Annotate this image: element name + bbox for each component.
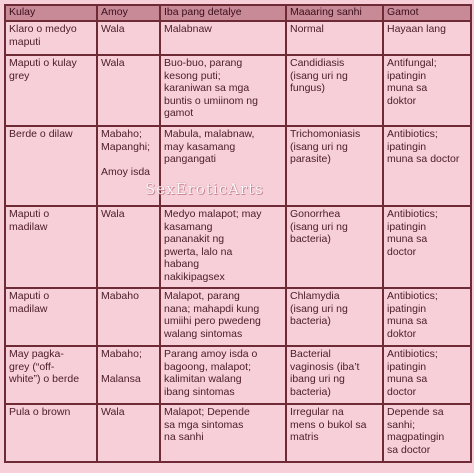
cell-kulay: Pula o brown — [5, 404, 97, 462]
cell-gamot: Antibiotics; ipatingin muna sa doktor — [383, 288, 471, 346]
cell-sanhi: Normal — [286, 21, 383, 55]
table-row — [5, 206, 471, 288]
cell-gamot: Antifungal; ipatingin muna sa doktor — [383, 55, 471, 126]
cell-gamot: Antibiotics; ipatingin muna sa doctor — [383, 126, 471, 206]
cell-amoy: Wala — [97, 55, 160, 126]
cell-kulay: Berde o dilaw — [5, 126, 97, 206]
cell-kulay: Maputi o kulay grey — [5, 55, 97, 126]
cell-detalye: Malapot; Depende sa mga sintomas na sanhi — [160, 404, 286, 462]
cell-amoy: Wala — [97, 404, 160, 462]
table-row — [5, 55, 471, 126]
table-row — [5, 404, 471, 462]
cell-sanhi: Chlamydia (isang uri ng bacteria) — [286, 288, 383, 346]
cell-detalye: Medyo malapot; may kasamang pananakit ng pwerta, lalo na habang nakikipagsex — [160, 206, 286, 288]
cell-detalye: Malabnaw — [160, 21, 286, 55]
header-amoy: Amoy — [97, 5, 160, 21]
cell-sanhi: Candidiasis (isang uri ng fungus) — [286, 55, 383, 126]
cell-amoy: Mabaho — [97, 288, 160, 346]
vaginal-discharge-table — [4, 4, 472, 463]
discharge-table-container — [4, 4, 470, 469]
watermark-text: SexEroticArts — [145, 180, 264, 198]
cell-sanhi: Trichomoniasis (isang uri ng parasite) — [286, 126, 383, 206]
cell-amoy: Wala — [97, 21, 160, 55]
header-sanhi: Maaaring sanhi — [286, 5, 383, 21]
cell-kulay: Maputi o madilaw — [5, 206, 97, 288]
cell-kulay: May pagka- grey (“off- white”) o berde — [5, 346, 97, 404]
cell-sanhi: Irregular na mens o bukol sa matris — [286, 404, 383, 462]
cell-gamot: Depende sa sanhi; magpatingin sa doctor — [383, 404, 471, 462]
table-row — [5, 288, 471, 346]
cell-gamot: Hayaan lang — [383, 21, 471, 55]
cell-detalye: Buo-buo, parang kesong puti; karaniwan sa mga buntis o umiinom ng gamot — [160, 55, 286, 126]
header-row — [5, 5, 471, 21]
cell-detalye: Parang amoy isda o bagoong, malapot; kalimitan walang ibang sintomas — [160, 346, 286, 404]
cell-kulay: Maputi o madilaw — [5, 288, 97, 346]
table-row — [5, 346, 471, 404]
cell-detalye: Mabula, malabnaw, may kasamang pangangati — [160, 126, 286, 206]
header-gamot: Gamot — [383, 5, 471, 21]
cell-sanhi: Bacterial vaginosis (iba’t ibang uri ng bacteria) — [286, 346, 383, 404]
table-row — [5, 21, 471, 55]
cell-amoy: Wala — [97, 206, 160, 288]
cell-amoy: Mabaho; Malansa — [97, 346, 160, 404]
cell-detalye: Malapot, parang nana; mahapdi kung umiihi pero pwedeng walang sintomas — [160, 288, 286, 346]
cell-kulay: Klaro o medyo maputi — [5, 21, 97, 55]
header-kulay: Kulay — [5, 5, 97, 21]
cell-gamot: Antibiotics; ipatingin muna sa doctor — [383, 346, 471, 404]
cell-gamot: Antibiotics; ipatingin muna sa doctor — [383, 206, 471, 288]
cell-amoy: Mabaho; Mapanghi; Amoy isda — [97, 126, 160, 206]
cell-sanhi: Gonorrhea (isang uri ng bacteria) — [286, 206, 383, 288]
table-row — [5, 126, 471, 206]
header-detalye: Iba pang detalye — [160, 5, 286, 21]
